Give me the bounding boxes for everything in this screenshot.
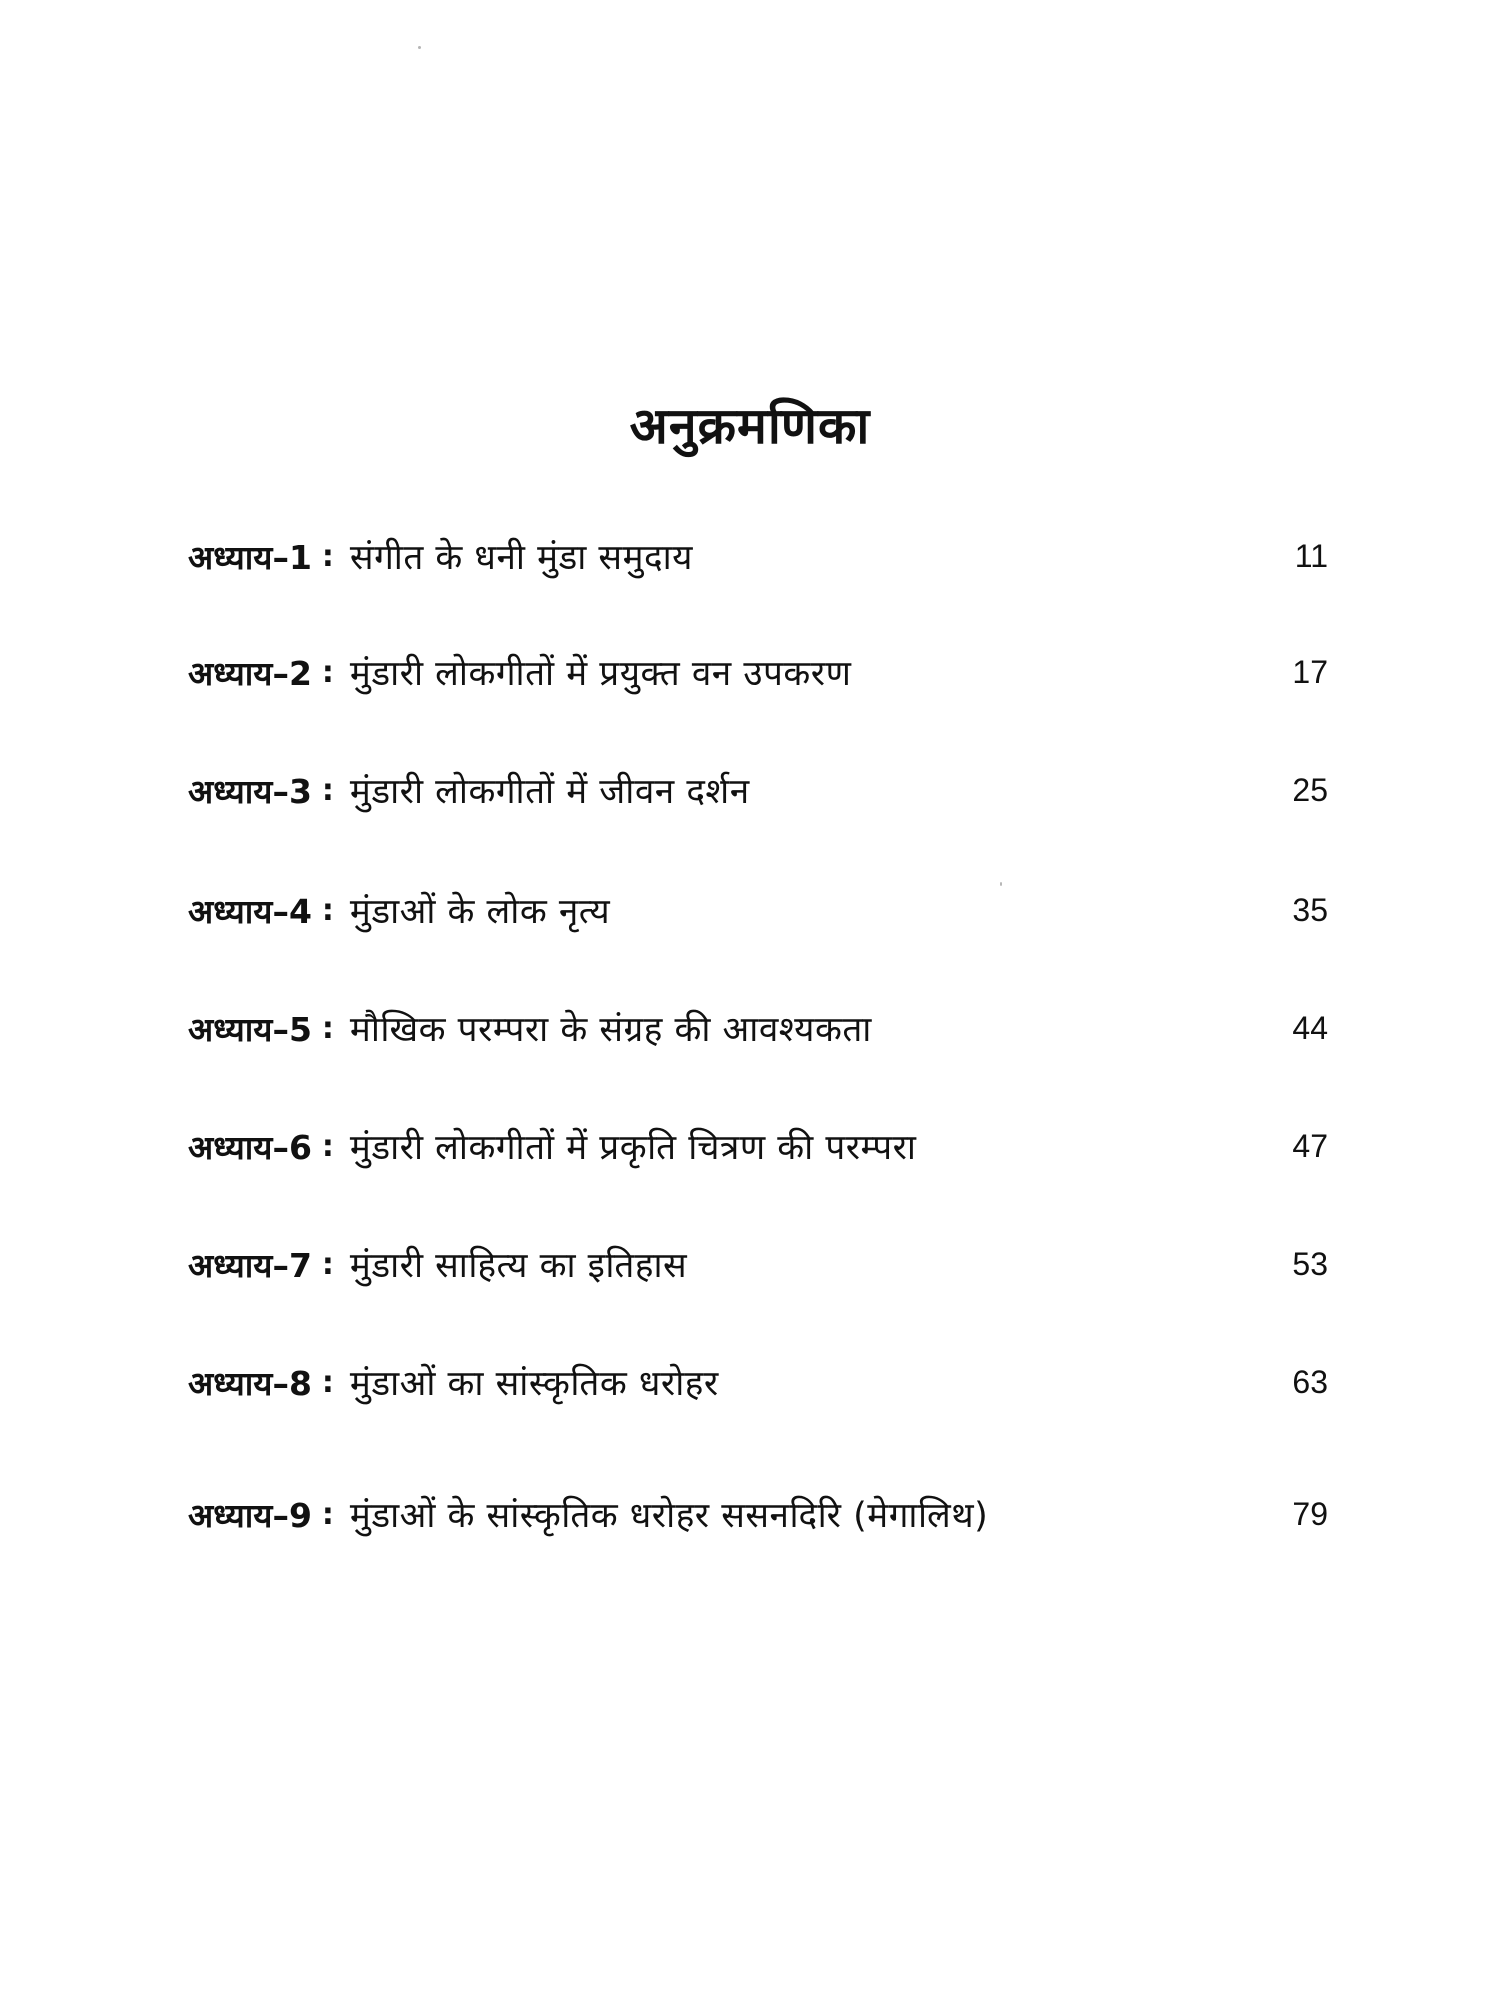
toc-entry-2[interactable] xyxy=(188,644,1328,700)
page-number: 17 xyxy=(1292,653,1328,690)
separator-colon: : xyxy=(321,654,334,690)
separator-colon: : xyxy=(321,1246,334,1282)
toc-entry-8[interactable] xyxy=(188,1354,1328,1410)
page-number: 11 xyxy=(1294,537,1328,574)
separator-colon: : xyxy=(321,1010,334,1046)
page-number: 35 xyxy=(1292,891,1328,928)
chapter-title: मुंडारी साहित्य का इतिहास xyxy=(349,1245,688,1286)
toc-entry-1[interactable] xyxy=(188,528,1328,584)
page-number: 25 xyxy=(1292,771,1328,808)
chapter-title: मौखिक परम्परा के संग्रह की आवश्यकता xyxy=(349,1009,872,1050)
chapter-title: मुंडारी लोकगीतों में जीवन दर्शन xyxy=(349,771,750,812)
separator-colon: : xyxy=(321,1128,334,1164)
chapter-number: अध्याय–5 xyxy=(188,1009,312,1049)
chapter-number: अध्याय–6 xyxy=(188,1127,312,1167)
toc-entry-9[interactable] xyxy=(188,1486,1328,1542)
chapter-number: अध्याय–1 xyxy=(188,537,312,577)
chapter-number: अध्याय–2 xyxy=(188,653,312,693)
chapter-number: अध्याय–3 xyxy=(188,771,312,811)
toc-entry-6[interactable] xyxy=(188,1118,1328,1174)
page-number: 63 xyxy=(1292,1363,1328,1400)
toc-entry-4[interactable] xyxy=(188,882,1328,938)
chapter-title: मुंडारी लोकगीतों में प्रयुक्त वन उपकरण xyxy=(349,653,852,694)
chapter-number: अध्याय–8 xyxy=(188,1363,312,1403)
page-number: 79 xyxy=(1292,1495,1328,1532)
separator-colon: : xyxy=(321,772,334,808)
separator-colon: : xyxy=(321,538,334,574)
separator-colon: : xyxy=(321,892,334,928)
chapter-number: अध्याय–7 xyxy=(188,1245,312,1285)
separator-colon: : xyxy=(321,1364,334,1400)
chapter-title: मुंडारी लोकगीतों में प्रकृति चित्रण की परम्परा xyxy=(349,1127,917,1168)
chapter-number: अध्याय–9 xyxy=(188,1495,312,1535)
page-number: 47 xyxy=(1292,1127,1328,1164)
chapter-title: मुंडाओं का सांस्कृतिक धरोहर xyxy=(349,1363,719,1404)
toc-entry-5[interactable] xyxy=(188,1000,1328,1056)
toc-entry-7[interactable] xyxy=(188,1236,1328,1292)
chapter-number: अध्याय–4 xyxy=(188,891,312,931)
chapter-title: मुंडाओं के लोक नृत्य xyxy=(349,891,611,932)
separator-colon: : xyxy=(321,1496,334,1532)
chapter-title: संगीत के धनी मुंडा समुदाय xyxy=(349,537,693,578)
page-number: 53 xyxy=(1292,1245,1328,1282)
toc-entry-3[interactable] xyxy=(188,762,1328,818)
chapter-title: मुंडाओं के सांस्कृतिक धरोहर ससनदिरि (मेगालिथ) xyxy=(349,1495,989,1536)
page-number: 44 xyxy=(1292,1009,1328,1046)
page-title: अनुक्रमणिका xyxy=(629,397,871,455)
